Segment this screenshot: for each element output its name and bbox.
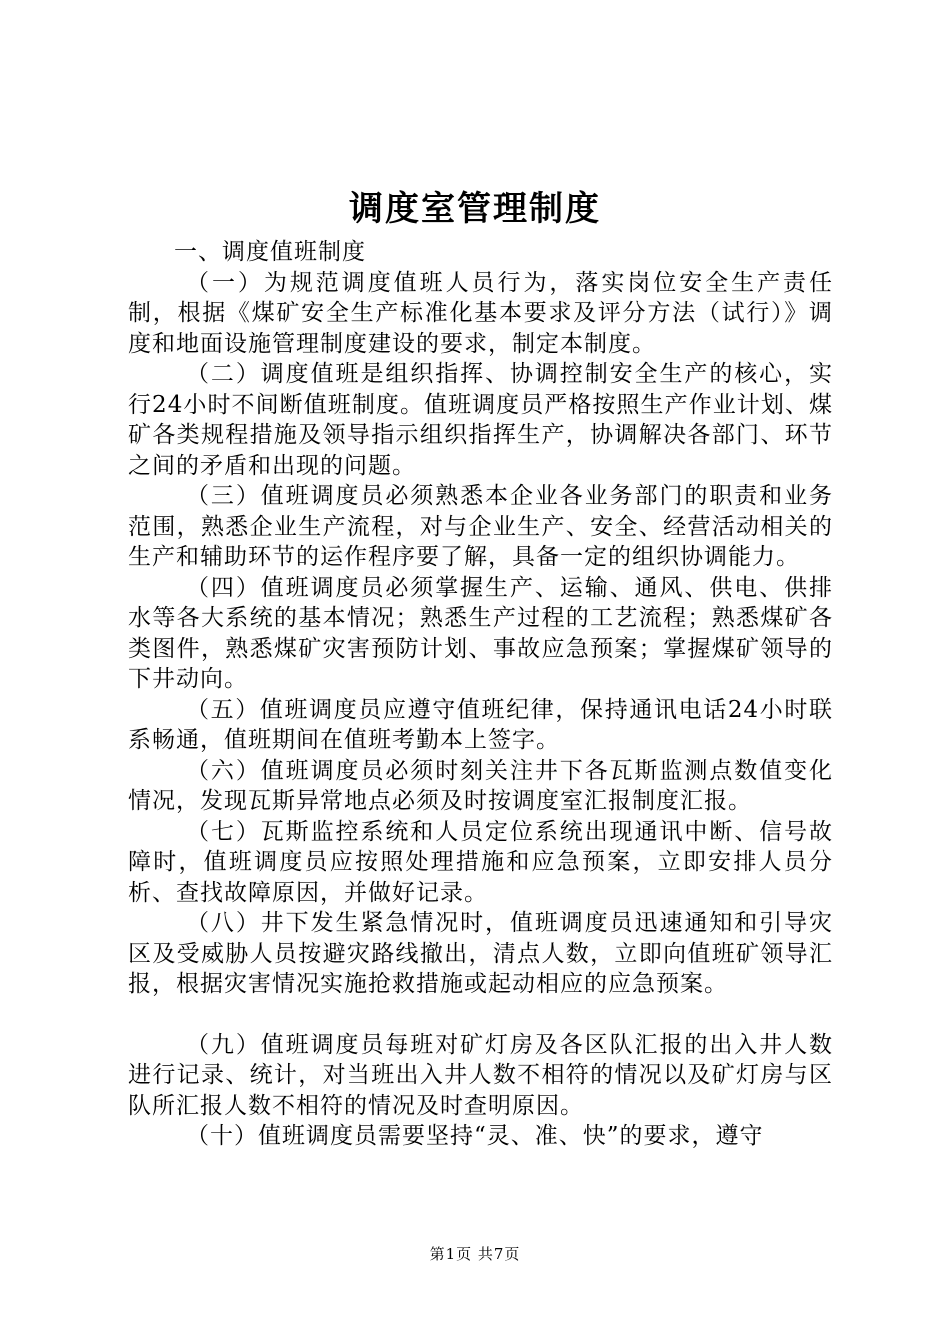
paragraph-9: （九）值班调度员每班对矿灯房及各区队汇报的出入井人数进行记录、统计，对当班出入井人数不相符的情况以及矿灯房与区队所汇报人数不相符的情况及时查明原因。 <box>128 1031 833 1119</box>
paragraph-2: （二）调度值班是组织指挥、协调控制安全生产的核心，实行24小时不间断值班制度。值班调度员严格按照生产作业计划、煤矿各类规程措施及领导指示组织指挥生产，协调解决各部门、环节之间的矛盾和出现的问题。 <box>128 361 833 479</box>
document-body <box>128 237 833 1152</box>
paragraph-7: （七）瓦斯监控系统和人员定位系统出现通讯中断、信号故障时，值班调度员应按照处理措施和应急预案，立即安排人员分析、查找故障原因，并做好记录。 <box>128 818 833 906</box>
paragraph-6: （六）值班调度员必须时刻关注井下各瓦斯监测点数值变化情况，发现瓦斯异常地点必须及时按调度室汇报制度汇报。 <box>128 757 833 814</box>
page-footer: 第1页 共7页 <box>429 1245 521 1263</box>
paragraph-10: （十）值班调度员需要坚持“灵、准、快”的要求，遵守 <box>186 1123 764 1149</box>
section-heading: 一、调度值班制度 <box>174 239 366 265</box>
paragraph-1: （一）为规范调度值班人员行为，落实岗位安全生产责任制，根据《煤矿安全生产标准化基本要求及评分方法（试行）》调度和地面设施管理制度建设的要求，制定本制度。 <box>128 269 833 357</box>
paragraph-5: （五）值班调度员应遵守值班纪律，保持通讯电话24小时联系畅通，值班期间在值班考勤本上签字。 <box>128 696 833 753</box>
paragraph-3: （三）值班调度员必须熟悉本企业各业务部门的职责和业务范围，熟悉企业生产流程，对与企业生产、安全、经营活动相关的生产和辅助环节的运作程序要了解，具备一定的组织协调能力。 <box>128 483 833 570</box>
paragraph-8: （八）井下发生紧急情况时，值班调度员迅速通知和引导灾区及受威胁人员按避灾路线撤出，清点人数，立即向值班矿领导汇报，根据灾害情况实施抢救措施或起动相应的应急预案。 <box>128 910 833 997</box>
paragraph-4: （四）值班调度员必须掌握生产、运输、通风、供电、供排水等各大系统的基本情况；熟悉生产过程的工艺流程；熟悉煤矿各类图件，熟悉煤矿灾害预防计划、事故应急预案；掌握煤矿领导的下井动向。 <box>128 574 833 692</box>
document-title: 调度室管理制度 <box>349 189 601 229</box>
